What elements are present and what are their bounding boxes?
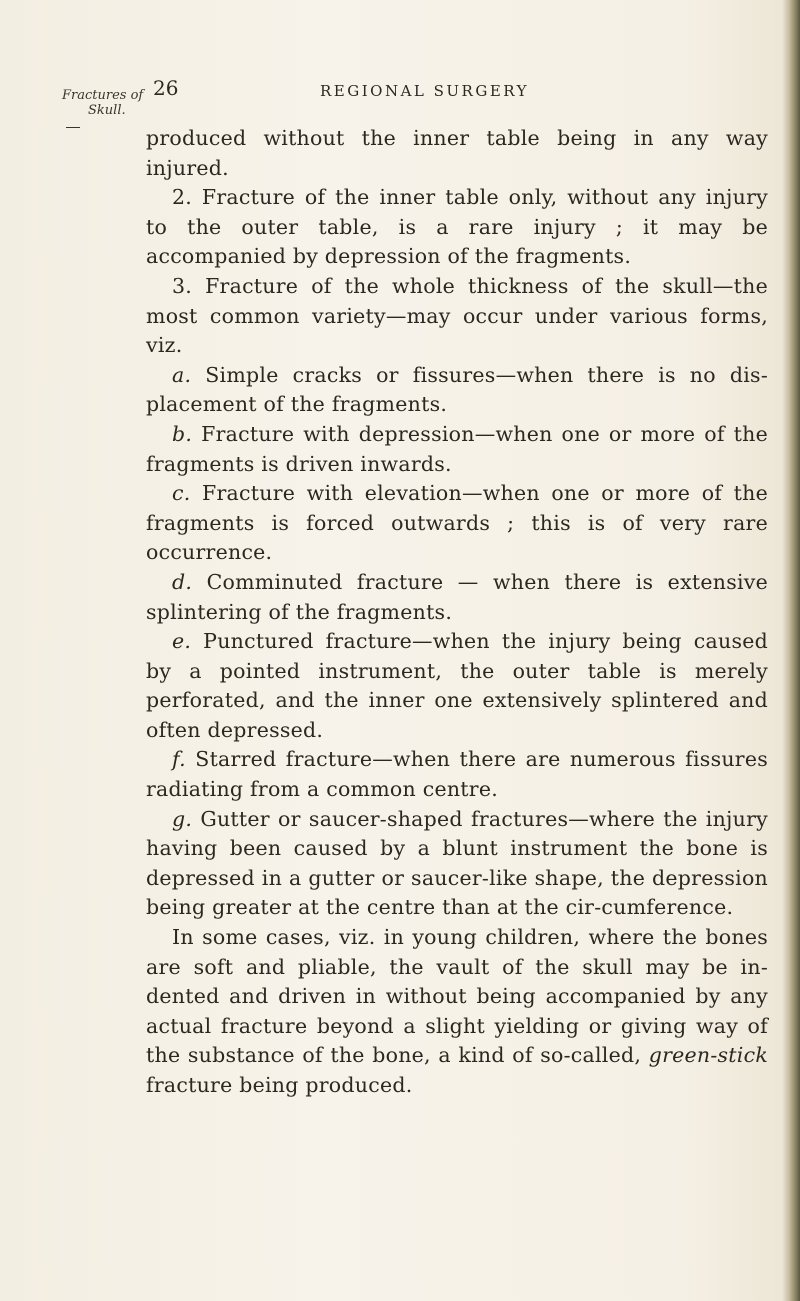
paragraph-text-end: fracture being produced.	[146, 1073, 413, 1097]
paragraph-text: In some cases, viz. in young children, where the bones are soft and pliable, the vault of the skull may be in-dented and driven in without being accompanied by any actual fracture beyond a slight yielding or giving way of the substance of the bone, a kind of so-called,	[146, 925, 768, 1068]
body-text	[146, 124, 768, 1101]
paragraph-marker: a.	[172, 362, 192, 387]
paragraph-marker: b.	[172, 421, 193, 446]
paragraph-text: 3. Fracture of the whole thickness of the skull—the most common variety—may occur under various forms, viz.	[146, 273, 768, 358]
paragraph-item-e	[146, 627, 768, 745]
paragraph-text: Gutter or saucer-shaped fractures—where the injury having been caused by a blunt instrument the bone is depressed in a gutter or saucer-like shape, the depression being greater at the centre than at the cir-cumference.	[146, 806, 768, 920]
margin-note-line1: Fractures of	[62, 88, 144, 103]
margin-note	[62, 88, 144, 118]
paragraph-last	[146, 923, 768, 1101]
running-head: REGIONAL SURGERY	[320, 82, 530, 100]
paragraph-item-b	[146, 420, 768, 479]
paragraph-marker: f.	[172, 747, 186, 772]
paragraph-text: Punctured fracture—when the injury being caused by a pointed instrument, the outer table is merely perforated, and the inner one extensively splintered and often depressed.	[146, 629, 768, 742]
paragraph-item-c	[146, 479, 768, 568]
page-number: 26	[153, 76, 179, 100]
paragraph-text: produced without the inner table being in any way injured.	[146, 126, 768, 180]
paragraph-text: Fracture with elevation—when one or more of the fragments is forced outwards ; this is of very rare occurrence.	[146, 481, 768, 565]
paragraph-item-a	[146, 361, 768, 420]
paragraph-item-d	[146, 568, 768, 627]
paragraph-text: Comminuted fracture — when there is extensive splintering of the fragments.	[146, 569, 768, 624]
paragraph	[146, 124, 768, 183]
paragraph-marker: c.	[172, 481, 191, 506]
paragraph-item-g	[146, 805, 768, 923]
paragraph-text: 2. Fracture of the inner table only, without any injury to the outer table, is a rare injury ; it may be accompanied by depression of the fragments.	[146, 185, 768, 269]
paragraph-marker: d.	[172, 569, 193, 594]
paragraph-text: Fracture with depression—when one or more of the fragments is driven inwards.	[146, 421, 768, 476]
paragraph-text: Simple cracks or fissures—when there is no dis-placement of the fragments.	[146, 362, 768, 417]
paragraph-text: Starred fracture—when there are numerous fissures radiating from a common centre.	[146, 747, 768, 802]
paragraph	[146, 272, 768, 361]
paragraph	[146, 183, 768, 272]
paragraph-marker: g.	[172, 806, 193, 831]
paragraph-item-f	[146, 745, 768, 804]
margin-dash	[66, 127, 80, 128]
italic-term: green-stick	[648, 1043, 768, 1068]
margin-note-line2: Skull.	[88, 103, 126, 118]
binding-edge	[782, 0, 800, 1301]
paragraph-marker: e.	[172, 629, 192, 654]
